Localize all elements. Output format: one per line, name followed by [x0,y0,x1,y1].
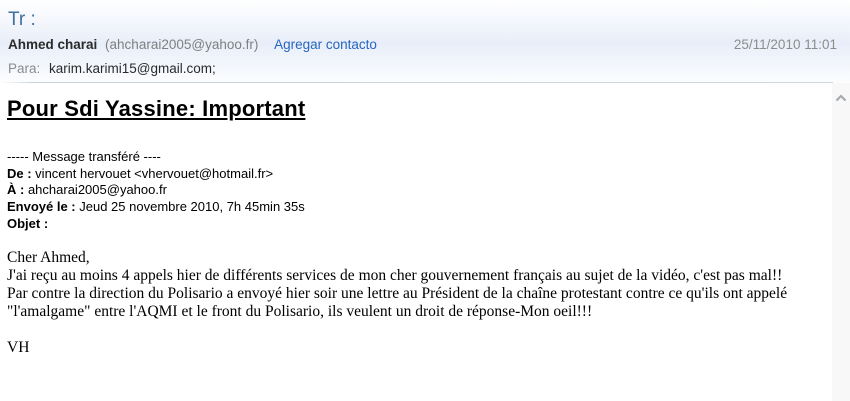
to-value: ahcharai2005@yahoo.fr [24,182,167,198]
sender-name: Ahmed charai [8,37,98,52]
letter-line: "l'amalgame" entre l'AQMI et le front du Polisario, ils veulent un droit de réponse-Mon oeil!!! [7,303,593,320]
sent-value: Jeud 25 novembre 2010, 7h 45min 35s [75,199,305,215]
forwarded-separator: ----- Message transféré ---- [7,149,161,164]
letter-line: Cher Ahmed, [7,249,90,266]
vertical-scrollbar[interactable] [832,83,850,401]
sender-email: (ahcharai2005@yahoo.fr) [105,37,259,52]
sent-label: Envoyé le : [7,199,76,215]
sender-row [8,37,377,53]
letter-line: J'ai reçu au moins 4 appels hier de différents services de mon cher gouvernement français au sujet de la vidéo, c'est pas mal!! [7,267,783,284]
message-header [0,0,850,83]
recipient-row [8,61,216,77]
letter-line: Par contre la direction du Polisario a envoyé hier soir une lettre au Président de la chaîne protestant contre ce qu'ils ont appelé [7,285,788,302]
forwarded-to-line [7,182,305,199]
forwarded-subject-title: Pour Sdi Yassine: Important [7,96,306,121]
message-body [0,83,832,401]
forwarded-from-line [7,166,305,183]
from-value: vincent hervouet <vhervouet@hotmail.fr> [31,165,274,181]
forwarded-header-block [7,149,305,233]
chevron-up-icon [835,89,847,107]
from-label: De : [7,165,32,181]
to-label: Para: [8,61,41,76]
forwarded-sent-line [7,199,305,216]
letter-text [7,249,787,357]
to-label: À : [7,182,25,198]
scroll-up-button[interactable] [832,91,850,105]
recipient-email: karim.karimi15@gmail.com; [49,61,216,76]
add-contact-link[interactable]: Agregar contacto [274,37,377,52]
forwarded-subject-line [7,216,305,233]
thread-subject: Tr : [8,9,36,30]
signature: VH [7,339,30,356]
subject-label: Objet : [7,215,49,231]
message-date: 25/11/2010 11:01 [733,37,837,52]
